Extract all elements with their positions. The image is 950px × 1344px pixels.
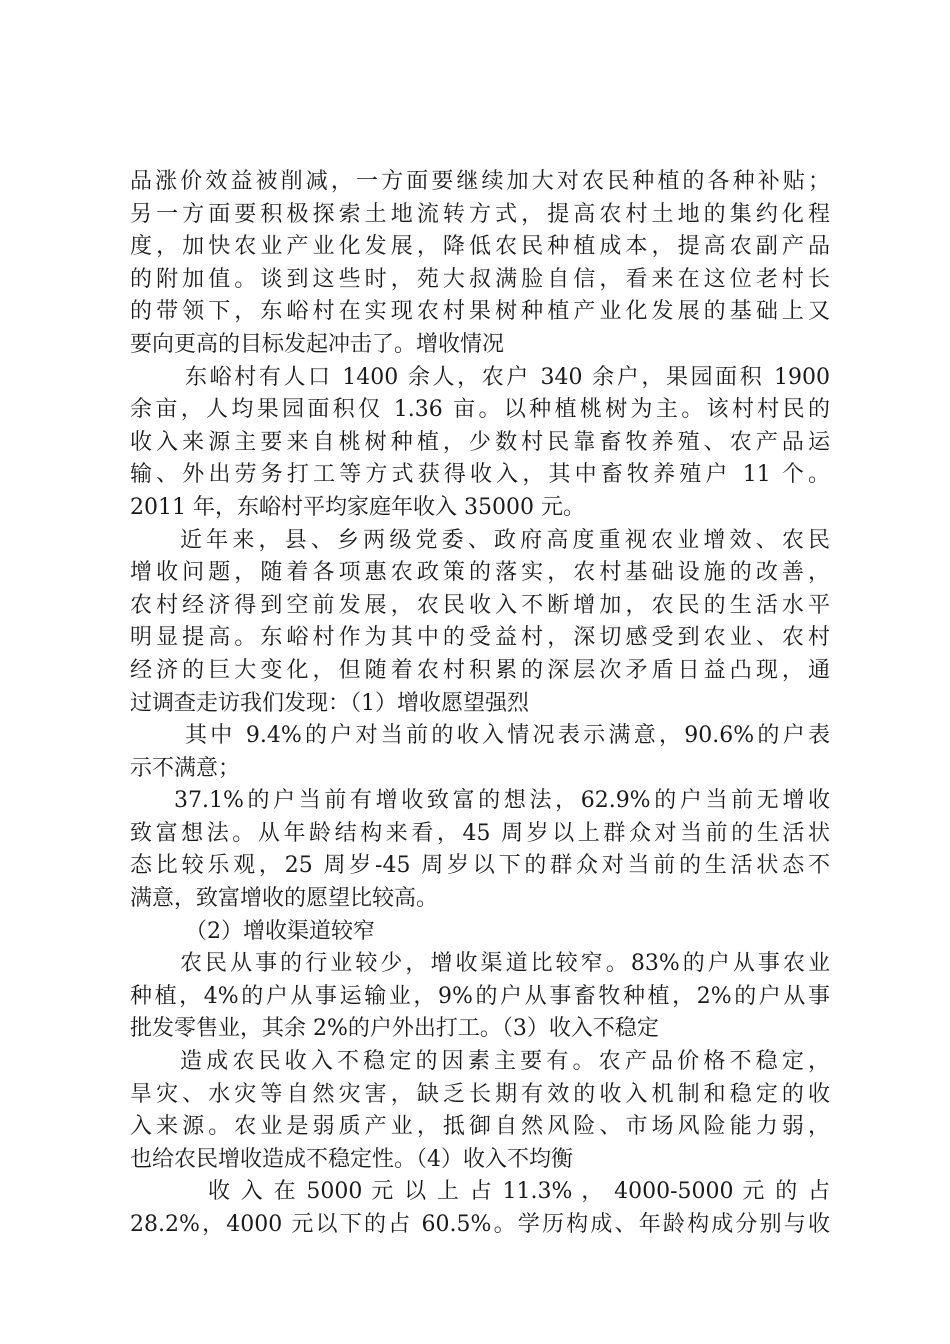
text-line: 2011 年，东峪村平均家庭年收入 35000 元。 (130, 494, 585, 520)
text-line: 的附加值。谈到这些时，苑大叔满脸自信，看来在这位老村长 (130, 266, 830, 292)
text-line: 输、外出劳务打工等方式获得收入，其中畜牧养殖户 11 个。 (130, 462, 830, 488)
text-line: 品涨价效益被削减，一方面要继续加大对农民种植的各种补贴； (130, 169, 830, 194)
text-line: 态比较乐观，25 周岁-45 周岁以下的群众对当前的生活状态不 (130, 853, 830, 879)
text-line: 度，加快农业产业化发展，降低农民种植成本，提高农副产品 (130, 234, 830, 260)
text-line: 也给农民增收造成不稳定性。（4）收入不均衡 (130, 1146, 573, 1172)
text-line: 满意，致富增收的愿望比较高。 (130, 886, 439, 912)
text-line: 的带领下，东峪村在实现农村果树种植产业化发展的基础上又 (130, 299, 830, 325)
text-line: 收入来源主要来自桃树种植，少数村民靠畜牧养殖、农产品运 (130, 429, 830, 455)
text-line: 过调查走访我们发现：（1）增收愿望强烈 (130, 690, 529, 716)
text-line: 批发零售业，其余 2%的户外出打工。（3）收入不稳定 (130, 1016, 659, 1042)
text-line: 增收问题，随着各项惠农政策的落实，农村基础设施的改善， (130, 560, 830, 586)
text-line: 明显提高。东峪村作为其中的受益村，深切感受到农业、农村 (130, 625, 830, 651)
text-line: 入来源。农业是弱质产业，抵御自然风险、市场风险能力弱， (130, 1114, 830, 1140)
text-line: 要向更高的目标发起冲击了。增收情况 (130, 331, 505, 357)
text-line: 旱灾、水灾等自然灾害，缺乏长期有效的收入机制和稳定的收 (130, 1081, 830, 1107)
text-line: 37.1%的户当前有增收致富的想法，62.9%的户当前无增收 (174, 788, 830, 814)
text-line: 致富想法。从年龄结构来看，45 周岁以上群众对当前的生活状 (130, 820, 830, 846)
text-line: （2）增收渠道较窄 (185, 918, 375, 944)
text-line: 其中 9.4%的户对当前的收入情况表示满意，90.6%的户表 (185, 723, 830, 749)
text-line: 造成农民收入不稳定的因素主要有。农产品价格不稳定， (180, 1049, 830, 1075)
text-line: 另一方面要积极探索土地流转方式，提高农村土地的集约化程 (130, 201, 830, 227)
text-line: 东峪村有人口 1400 余人，农户 340 余户，果园面积 1900 (185, 364, 830, 390)
text-line: 28.2%，4000 元以下的占 60.5%。学历构成、年龄构成分别与收 (130, 1212, 830, 1237)
text-line: 余亩，人均果园面积仅 1.36 亩。以种植桃树为主。该村村民的 (130, 397, 830, 423)
text-line: 示不满意； (130, 755, 241, 781)
text-line: 收 入 在 5000 元 以 上 占 11.3% ， 4000-5000 元 的 占 (208, 1179, 830, 1205)
text-line: 农民从事的行业较少，增收渠道比较窄。83%的户从事农业 (180, 951, 830, 977)
text-line: 经济的巨大变化，但随着农村积累的深层次矛盾日益凸现，通 (130, 657, 830, 683)
text-line: 种植，4%的户从事运输业，9%的户从事畜牧种植，2%的户从事 (130, 983, 830, 1009)
text-line: 近年来，县、乡两级党委、政府高度重视农业增效、农民 (180, 527, 830, 553)
text-line: 农村经济得到空前发展，农民收入不断增加，农民的生活水平 (130, 592, 830, 618)
body-text (130, 166, 830, 1242)
